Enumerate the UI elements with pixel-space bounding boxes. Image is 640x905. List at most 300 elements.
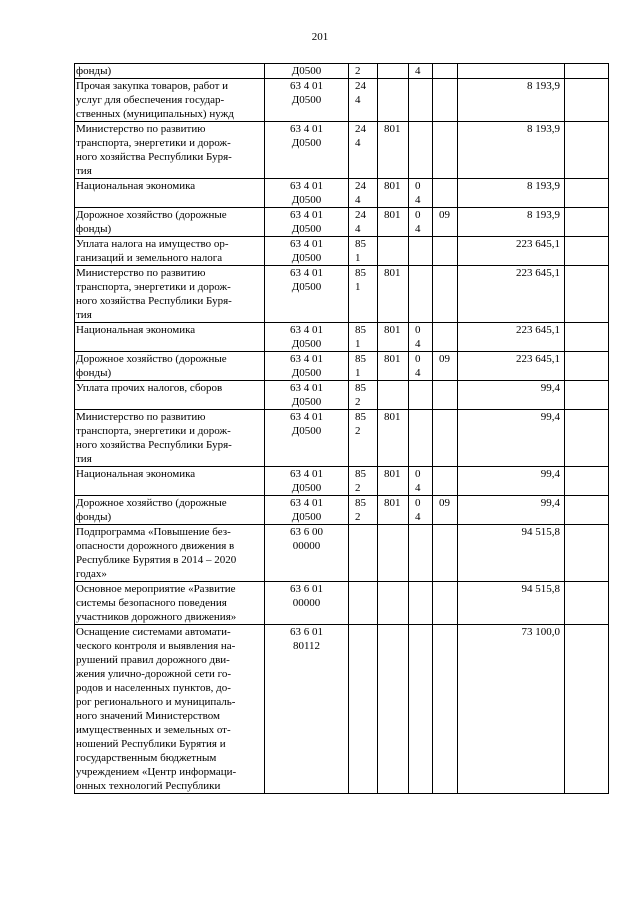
cell-expense-type (349, 79, 378, 122)
cell-name-line: родов и населенных пунктов, до- (76, 682, 231, 694)
cell-target-code-line: Д0500 (291, 425, 322, 437)
cell-subsection (433, 496, 458, 525)
cell-subsection (433, 208, 458, 237)
cell-amount (458, 64, 565, 79)
cell-target-code (265, 323, 349, 352)
cell-expense-type-line: 85 (355, 468, 366, 480)
cell-target-code-line: Д0500 (291, 281, 322, 293)
cell-expense-type (349, 237, 378, 266)
cell-subsection-line (439, 79, 456, 93)
cell-extra (565, 525, 609, 582)
cell-section-line: 4 (415, 482, 421, 494)
table-row (75, 179, 609, 208)
cell-section-line: 0 (415, 324, 421, 336)
cell-section-line: 4 (415, 65, 421, 77)
cell-section-line: 4 (415, 223, 421, 235)
cell-name (75, 352, 265, 381)
cell-name-line: ганизаций и земельного налога (76, 252, 223, 264)
cell-extra-value (566, 352, 607, 366)
cell-expense-type (349, 467, 378, 496)
cell-name-line: Прочая закупка товаров, работ и (76, 80, 229, 92)
cell-name-line: ного хозяйства Республики Буря- (76, 439, 232, 451)
cell-extra (565, 381, 609, 410)
cell-name-line: фонды) (76, 65, 112, 77)
cell-target-code-line: Д0500 (291, 223, 322, 235)
cell-name-line: услуг для обеспечения государ- (76, 94, 225, 106)
cell-name-line: ческого контроля и выявления на- (76, 640, 236, 652)
cell-extra (565, 467, 609, 496)
cell-expense-type-line: 1 (355, 281, 361, 293)
cell-ministry-code-line (384, 381, 407, 395)
cell-ministry-code (378, 410, 409, 467)
cell-target-code-line: Д0500 (291, 338, 322, 350)
cell-name-line: Министерство по развитию (76, 123, 206, 135)
table-row (75, 208, 609, 237)
cell-expense-type-line: 24 (355, 80, 366, 92)
cell-name-line: рог регионального и муниципаль- (76, 696, 236, 708)
cell-subsection-line (439, 467, 456, 481)
cell-name-line: тия (76, 165, 92, 177)
cell-expense-type (349, 179, 378, 208)
cell-name (75, 323, 265, 352)
cell-target-code-line: 63 4 01 (290, 267, 323, 279)
cell-name-line: Дорожное хозяйство (дорожные (76, 353, 227, 365)
cell-name-line: участников дорожного движения» (76, 611, 237, 623)
cell-name (75, 381, 265, 410)
cell-name-line: Национальная экономика (76, 468, 196, 480)
cell-expense-type-line: 85 (355, 324, 366, 336)
cell-section (409, 122, 433, 179)
table-row (75, 323, 609, 352)
cell-section (409, 179, 433, 208)
cell-extra (565, 237, 609, 266)
cell-name-line: фонды) (76, 223, 112, 235)
table-row (75, 625, 609, 794)
cell-ministry-code-line: 801 (384, 180, 401, 192)
cell-extra-value (566, 582, 607, 596)
cell-target-code-line: 63 4 01 (290, 324, 323, 336)
cell-name-line: ного значений Министерством (76, 710, 220, 722)
cell-section (409, 323, 433, 352)
cell-extra-value (566, 237, 607, 251)
cell-name-line: Оснащение системами автомати- (76, 626, 231, 638)
cell-expense-type-line: 24 (355, 123, 366, 135)
cell-extra (565, 122, 609, 179)
cell-name-line: транспорта, энергетики и дорож- (76, 281, 231, 293)
cell-target-code-line: 63 6 00 (290, 526, 323, 538)
cell-amount (458, 266, 565, 323)
cell-subsection-line (439, 64, 456, 78)
cell-section-line (415, 122, 431, 136)
cell-target-code (265, 467, 349, 496)
cell-name-line: тия (76, 309, 92, 321)
table-row (75, 79, 609, 122)
cell-subsection (433, 582, 458, 625)
cell-extra (565, 266, 609, 323)
cell-target-code-line: 80112 (292, 640, 321, 652)
cell-subsection (433, 525, 458, 582)
cell-name (75, 179, 265, 208)
cell-subsection-line: 09 (439, 497, 450, 509)
cell-amount (458, 352, 565, 381)
table-row (75, 266, 609, 323)
cell-expense-type-line: 4 (355, 223, 361, 235)
cell-name (75, 625, 265, 794)
cell-ministry-code-line: 801 (384, 123, 401, 135)
cell-expense-type (349, 625, 378, 794)
budget-table (74, 63, 609, 794)
cell-extra (565, 208, 609, 237)
cell-expense-type (349, 266, 378, 323)
cell-expense-type-line: 2 (355, 425, 361, 437)
cell-name-line: государственным бюджетным (76, 752, 217, 764)
cell-subsection-line (439, 237, 456, 251)
cell-expense-type-line: 85 (355, 382, 366, 394)
cell-extra-value (566, 64, 607, 78)
cell-target-code (265, 410, 349, 467)
cell-name-line: Дорожное хозяйство (дорожные (76, 497, 227, 509)
cell-section (409, 496, 433, 525)
cell-name (75, 122, 265, 179)
cell-expense-type (349, 381, 378, 410)
cell-target-code-line: 63 4 01 (290, 382, 323, 394)
cell-extra-value (566, 496, 607, 510)
cell-name-line: фонды) (76, 367, 112, 379)
cell-expense-type-line: 24 (355, 180, 366, 192)
cell-subsection-line (439, 525, 456, 539)
cell-section (409, 352, 433, 381)
table-row (75, 64, 609, 79)
cell-subsection (433, 237, 458, 266)
cell-amount-value: 8 193,9 (527, 180, 560, 192)
cell-target-code-line: Д0500 (291, 94, 322, 106)
cell-target-code-line: 63 4 01 (290, 497, 323, 509)
cell-subsection (433, 64, 458, 79)
cell-expense-type-line: 1 (355, 338, 361, 350)
cell-section-line (415, 237, 431, 251)
cell-extra-value (566, 625, 607, 639)
cell-name-line: Уплата прочих налогов, сборов (76, 382, 223, 394)
cell-name-line: Уплата налога на имущество ор- (76, 238, 229, 250)
cell-name-line: жения улично-дорожной сети го- (76, 668, 232, 680)
cell-section-line (415, 582, 431, 596)
cell-name (75, 467, 265, 496)
cell-extra-value (566, 179, 607, 193)
cell-expense-type-line: 2 (355, 482, 361, 494)
cell-ministry-code (378, 381, 409, 410)
cell-target-code (265, 208, 349, 237)
table-row (75, 237, 609, 266)
cell-name-line: Основное мероприятие «Развитие (76, 583, 236, 595)
cell-expense-type (349, 64, 378, 79)
cell-extra (565, 352, 609, 381)
cell-amount (458, 410, 565, 467)
cell-ministry-code (378, 122, 409, 179)
cell-target-code-line: Д0500 (291, 194, 322, 206)
cell-expense-type-line: 2 (355, 396, 361, 408)
cell-section (409, 79, 433, 122)
cell-target-code-line: 63 4 01 (290, 411, 323, 423)
cell-extra-value (566, 410, 607, 424)
cell-extra (565, 582, 609, 625)
cell-target-code-line: 63 4 01 (290, 468, 323, 480)
cell-section-line: 0 (415, 180, 421, 192)
table-row (75, 352, 609, 381)
cell-ministry-code (378, 582, 409, 625)
cell-target-code-line: Д0500 (291, 252, 322, 264)
cell-subsection (433, 79, 458, 122)
cell-amount (458, 525, 565, 582)
cell-section-line (415, 381, 431, 395)
cell-name-line: тия (76, 453, 92, 465)
cell-name (75, 79, 265, 122)
cell-expense-type-line: 1 (355, 367, 361, 379)
cell-extra (565, 496, 609, 525)
cell-name (75, 582, 265, 625)
table-row (75, 381, 609, 410)
cell-ministry-code-line: 801 (384, 468, 401, 480)
cell-expense-type-line: 24 (355, 209, 366, 221)
cell-expense-type-line: 4 (355, 94, 361, 106)
table-row (75, 410, 609, 467)
cell-ministry-code (378, 352, 409, 381)
cell-ministry-code (378, 179, 409, 208)
cell-section-line: 0 (415, 353, 421, 365)
cell-section (409, 208, 433, 237)
cell-subsection (433, 467, 458, 496)
cell-expense-type (349, 208, 378, 237)
cell-expense-type (349, 323, 378, 352)
cell-target-code-line: 63 4 01 (290, 80, 323, 92)
cell-section-line: 0 (415, 468, 421, 480)
cell-ministry-code-line: 801 (384, 209, 401, 221)
cell-name-line: Республике Бурятия в 2014 – 2020 (76, 554, 237, 566)
cell-target-code (265, 381, 349, 410)
cell-ministry-code-line: 801 (384, 497, 401, 509)
cell-ministry-code-line: 801 (384, 353, 401, 365)
cell-target-code (265, 582, 349, 625)
cell-ministry-code-line (384, 525, 407, 539)
cell-subsection-line (439, 266, 456, 280)
cell-expense-type (349, 122, 378, 179)
cell-name-line: ственных (муниципальных) нужд (76, 108, 234, 120)
cell-target-code (265, 237, 349, 266)
cell-expense-type (349, 352, 378, 381)
cell-expense-type-line (355, 625, 376, 639)
cell-extra (565, 410, 609, 467)
cell-section-line (415, 525, 431, 539)
cell-subsection-line (439, 381, 456, 395)
cell-ministry-code (378, 323, 409, 352)
cell-subsection-line (439, 625, 456, 639)
cell-name-line: рушений правил дорожного дви- (76, 654, 230, 666)
cell-subsection-line (439, 323, 456, 337)
cell-amount-value: 99,4 (540, 382, 560, 394)
cell-section (409, 582, 433, 625)
cell-section-line: 4 (415, 338, 421, 350)
cell-amount-value: 99,4 (540, 497, 560, 509)
cell-ministry-code-line (384, 237, 407, 251)
cell-ministry-code (378, 64, 409, 79)
cell-extra (565, 79, 609, 122)
cell-section (409, 467, 433, 496)
cell-subsection (433, 122, 458, 179)
cell-amount (458, 625, 565, 794)
cell-expense-type (349, 525, 378, 582)
cell-extra (565, 625, 609, 794)
cell-name-line: системы безопасного поведения (76, 597, 227, 609)
cell-name-line: транспорта, энергетики и дорож- (76, 137, 231, 149)
cell-target-code-line: 63 4 01 (290, 238, 323, 250)
cell-amount-value: 99,4 (540, 411, 560, 423)
cell-ministry-code-line: 801 (384, 267, 401, 279)
cell-target-code-line: 63 4 01 (290, 180, 323, 192)
cell-subsection (433, 410, 458, 467)
cell-expense-type (349, 582, 378, 625)
cell-target-code-line: Д0500 (291, 482, 322, 494)
cell-expense-type-line: 85 (355, 267, 366, 279)
cell-section-line (415, 79, 431, 93)
cell-section (409, 625, 433, 794)
cell-amount (458, 381, 565, 410)
cell-target-code-line: 63 6 01 (290, 583, 323, 595)
cell-ministry-code (378, 208, 409, 237)
cell-extra (565, 179, 609, 208)
cell-amount (458, 79, 565, 122)
cell-expense-type-line: 1 (355, 252, 361, 264)
cell-section (409, 410, 433, 467)
cell-name-line: транспорта, энергетики и дорож- (76, 425, 231, 437)
cell-amount-value: 8 193,9 (527, 80, 560, 92)
table-row (75, 496, 609, 525)
cell-section (409, 266, 433, 323)
cell-subsection (433, 381, 458, 410)
cell-name-line: годах» (76, 568, 107, 580)
cell-expense-type-line (355, 582, 376, 596)
page-number: 201 (311, 31, 329, 43)
cell-amount (458, 582, 565, 625)
cell-name-line: имущественных и земельных от- (76, 724, 231, 736)
cell-amount-value: 73 100,0 (521, 626, 560, 638)
table-body (75, 64, 609, 794)
cell-target-code (265, 496, 349, 525)
cell-extra-value (566, 79, 607, 93)
cell-section-line (415, 266, 431, 280)
cell-target-code-line: Д0500 (291, 65, 322, 77)
cell-extra-value (566, 208, 607, 222)
cell-expense-type-line: 85 (355, 497, 366, 509)
cell-target-code (265, 122, 349, 179)
cell-amount-value: 223 645,1 (516, 238, 560, 250)
cell-name-line: ного хозяйства Республики Буря- (76, 151, 232, 163)
cell-amount-value: 99,4 (540, 468, 560, 480)
cell-name (75, 525, 265, 582)
cell-name-line: опасности дорожного движения в (76, 540, 235, 552)
cell-extra-value (566, 266, 607, 280)
cell-name-line: онных технологий Республики (76, 780, 221, 792)
cell-name-line: ного хозяйства Республики Буря- (76, 295, 232, 307)
cell-amount (458, 208, 565, 237)
cell-section (409, 64, 433, 79)
cell-extra-value (566, 525, 607, 539)
cell-expense-type-line: 85 (355, 238, 366, 250)
cell-section-line: 0 (415, 209, 421, 221)
cell-ministry-code (378, 237, 409, 266)
cell-ministry-code-line (384, 625, 407, 639)
cell-target-code (265, 179, 349, 208)
cell-ministry-code-line (384, 79, 407, 93)
cell-subsection (433, 625, 458, 794)
cell-ministry-code (378, 79, 409, 122)
table-row (75, 122, 609, 179)
cell-target-code-line: Д0500 (291, 396, 322, 408)
cell-expense-type-line (355, 525, 376, 539)
cell-expense-type (349, 496, 378, 525)
cell-name (75, 266, 265, 323)
cell-name (75, 496, 265, 525)
cell-name (75, 64, 265, 79)
cell-subsection-line: 09 (439, 209, 450, 221)
cell-amount (458, 237, 565, 266)
cell-subsection-line (439, 582, 456, 596)
cell-amount-value: 94 515,8 (521, 526, 560, 538)
cell-amount-value: 223 645,1 (516, 353, 560, 365)
cell-target-code-line: 63 4 01 (290, 209, 323, 221)
cell-name (75, 410, 265, 467)
cell-name-line: Министерство по развитию (76, 411, 206, 423)
cell-amount-value (459, 64, 560, 78)
cell-name-line: ношений Республики Бурятия и (76, 738, 226, 750)
cell-extra (565, 64, 609, 79)
cell-expense-type-line: 2 (355, 511, 361, 523)
cell-amount-value: 8 193,9 (527, 209, 560, 221)
cell-amount-value: 8 193,9 (527, 123, 560, 135)
cell-amount-value: 223 645,1 (516, 267, 560, 279)
table-row (75, 467, 609, 496)
cell-subsection-line (439, 410, 456, 424)
cell-name-line: Национальная экономика (76, 324, 196, 336)
cell-expense-type-line: 85 (355, 411, 366, 423)
cell-target-code-line: 63 6 01 (290, 626, 323, 638)
cell-name-line: Подпрограмма «Повышение без- (76, 526, 231, 538)
cell-extra-value (566, 323, 607, 337)
cell-target-code-line: 63 4 01 (290, 353, 323, 365)
cell-section-line (415, 410, 431, 424)
cell-name-line: Национальная экономика (76, 180, 196, 192)
cell-ministry-code-line (384, 64, 407, 78)
cell-name-line: фонды) (76, 511, 112, 523)
cell-ministry-code (378, 496, 409, 525)
cell-extra-value (566, 122, 607, 136)
cell-ministry-code (378, 525, 409, 582)
cell-subsection (433, 266, 458, 323)
cell-expense-type-line: 85 (355, 353, 366, 365)
cell-amount (458, 496, 565, 525)
cell-target-code-line: 00000 (292, 540, 321, 552)
cell-section (409, 237, 433, 266)
cell-ministry-code (378, 266, 409, 323)
cell-name-line: учреждением «Центр информаци- (76, 766, 237, 778)
cell-target-code (265, 625, 349, 794)
table-row (75, 582, 609, 625)
cell-target-code-line: 00000 (292, 597, 321, 609)
cell-name-line: Дорожное хозяйство (дорожные (76, 209, 227, 221)
cell-name (75, 237, 265, 266)
cell-section-line (415, 625, 431, 639)
cell-target-code (265, 266, 349, 323)
cell-name-line: Министерство по развитию (76, 267, 206, 279)
cell-name (75, 208, 265, 237)
